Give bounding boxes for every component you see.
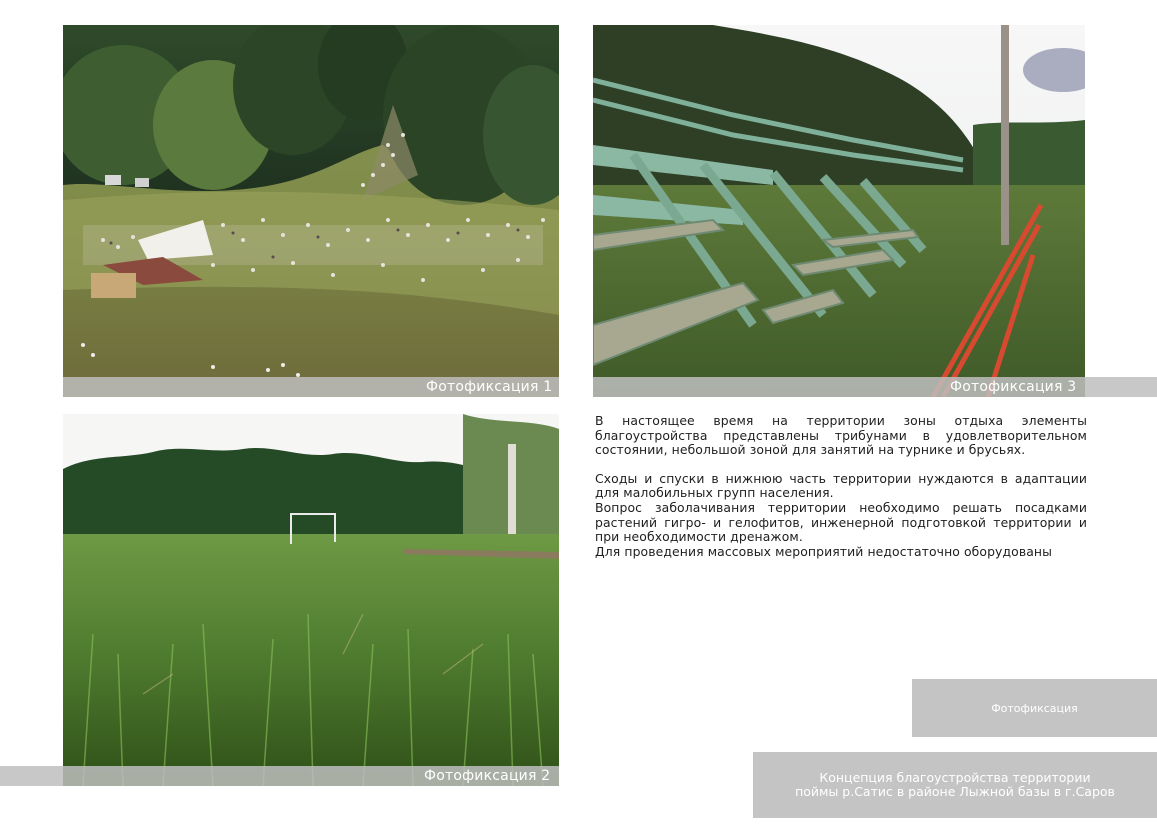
footer-title-line-1: Концепция благоустройства территории — [819, 770, 1091, 785]
photo-1-caption: Фотофиксация 1 — [426, 379, 553, 395]
description-paragraph-3: Вопрос заболачивания территории необходимо решать посадками растений гигро- и гелофитов, инженерной подготовкой территории и при необходимости дренажом. — [595, 499, 1087, 545]
photo-3-caption: Фотофиксация 3 — [950, 379, 1077, 395]
photo-2-grass-field — [63, 414, 559, 786]
description-paragraph-4: Для проведения массовых мероприятий недостаточно оборудованы — [595, 543, 1053, 559]
photo-2-caption: Фотофиксация 2 — [424, 768, 551, 784]
photo-3-grandstands — [593, 25, 1085, 397]
description-paragraph-1: В настоящее время на территории зоны отдыха элементы благоустройства представлены трибунами в удовлетворительном состоянии, небольшой зоной для занятий на турнике и брусьях. — [595, 413, 1087, 458]
description-text — [595, 414, 1087, 559]
description-paragraph-2: Сходы и спуски в нижнюю часть территории нуждаются в адаптации для малобильных групп населения. — [595, 470, 1087, 501]
photo-1-crowd-hillside — [63, 25, 559, 397]
footer-title-line-2: поймы р.Сатис в районе Лыжной базы в г.Саров — [795, 784, 1115, 799]
section-tag-label: Фотофиксация — [991, 701, 1078, 715]
footer-title-box — [753, 752, 1157, 818]
section-tag — [912, 679, 1157, 737]
